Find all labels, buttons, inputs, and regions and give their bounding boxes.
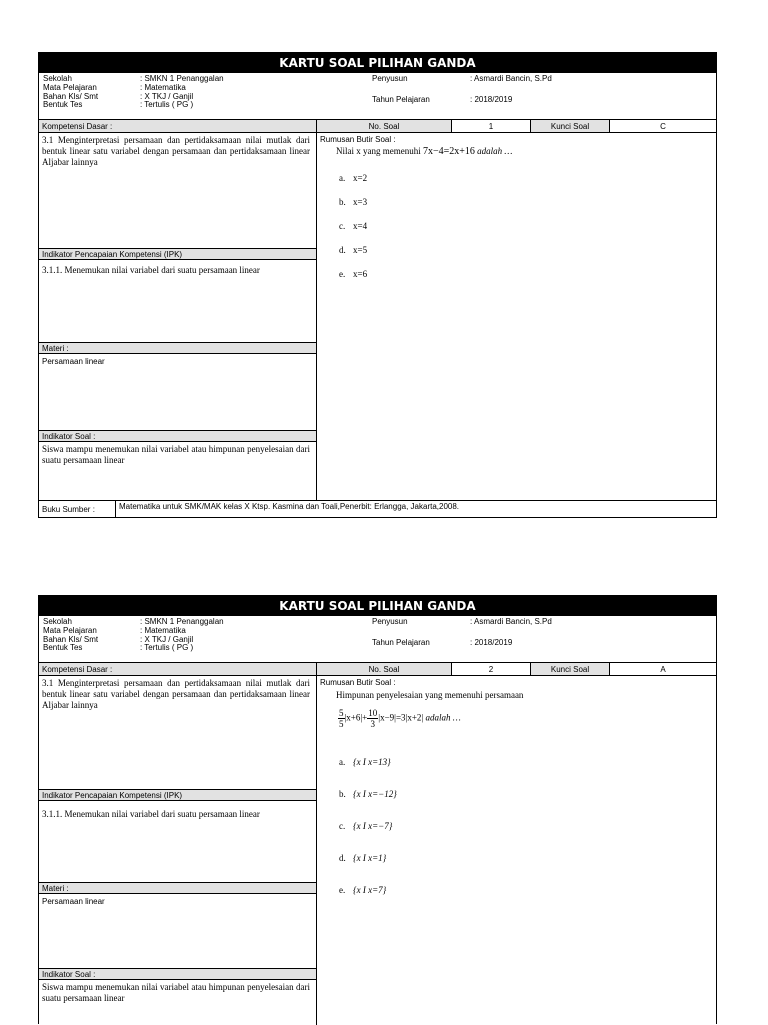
- mapel-value: : Matematika: [140, 626, 186, 635]
- option-c: c. x=4: [339, 221, 368, 231]
- option-c: c. {x I x=−7}: [339, 821, 393, 831]
- no-soal-label: No. Soal: [316, 663, 451, 676]
- sekolah-label: Sekolah: [43, 74, 72, 83]
- ipk-header: Indikator Pencapaian Kompetensi (IPK): [39, 789, 316, 801]
- kunci-value: C: [609, 120, 716, 133]
- kelas-value: : X TKJ / Ganjil: [140, 92, 194, 101]
- kd-header: Kompetensi Dasar :: [39, 120, 316, 133]
- tes-label: Bentuk Tes: [43, 643, 83, 652]
- option-d: d. {x I x=1}: [339, 853, 387, 863]
- buku-sumber: [39, 500, 716, 518]
- equation-part-1: |x+6|+: [344, 712, 368, 723]
- card-info: [39, 616, 716, 663]
- tahun-value: : 2018/2019: [470, 95, 513, 104]
- penyusun-value: : Asmardi Bancin, S.Pd: [470, 617, 552, 626]
- kelas-label: Bahan Kls/ Smt: [43, 635, 99, 644]
- tahun-label: Tahun Pelajaran: [372, 638, 430, 647]
- buku-text: Matematika untuk SMK/MAK kelas X Ktsp. Kasmina dan Toali,Penerbit: Erlangga, Jakarta,2008.: [119, 502, 460, 511]
- indikator-text: Siswa mampu menemukan nilai variabel atau himpunan penyelesaian dari suatu persamaan linear: [42, 444, 310, 465]
- ipk-header: Indikator Pencapaian Kompetensi (IPK): [39, 248, 316, 260]
- kunci-value: A: [609, 663, 716, 676]
- question-equation: [338, 708, 461, 729]
- tahun-value: : 2018/2019: [470, 638, 513, 647]
- penyusun-value: : Asmardi Bancin, S.Pd: [470, 74, 552, 83]
- indikator-text: Siswa mampu menemukan nilai variabel atau himpunan penyelesaian dari suatu persamaan linear: [42, 982, 310, 1003]
- card-title: KARTU SOAL PILIHAN GANDA: [39, 596, 716, 616]
- option-e: e. x=6: [339, 269, 368, 279]
- question-card-1: [38, 52, 717, 518]
- column-divider: [316, 663, 317, 1025]
- fraction-2: $\frac{10}{3}$: [368, 708, 378, 729]
- question-equation: 7x−4=2x+16: [422, 146, 475, 157]
- sekolah-value: : SMKN 1 Penanggalan: [140, 617, 224, 626]
- option-b: b. x=3: [339, 197, 368, 207]
- indikator-header: Indikator Soal :: [39, 430, 316, 442]
- question-text: [336, 146, 512, 157]
- rumusan-label: Rumusan Butir Soal :: [320, 135, 396, 144]
- fraction-1: $\frac{5}{5}$: [339, 708, 344, 729]
- question-card-2: [38, 595, 717, 1024]
- indikator-header: Indikator Soal :: [39, 968, 316, 980]
- tes-value: : Tertulis ( PG ): [140, 100, 194, 109]
- option-a: a. {x I x=13}: [339, 757, 391, 767]
- no-soal-value: 1: [451, 120, 530, 133]
- materi-header: Materi :: [39, 342, 316, 354]
- buku-label: Buku Sumber :: [42, 505, 95, 514]
- no-soal-value: 2: [451, 663, 530, 676]
- materi-text: Persamaan linear: [42, 897, 105, 906]
- question-suffix: adalah …: [425, 712, 461, 723]
- equation-part-2: |x−9|=3|x+2|: [378, 712, 424, 723]
- sekolah-value: : SMKN 1 Penanggalan: [140, 74, 224, 83]
- penyusun-label: Penyusun: [372, 74, 408, 83]
- ipk-text: 3.1.1. Menemukan nilai variabel dari suatu persamaan linear: [42, 809, 260, 819]
- kd-text: 3.1 Menginterpretasi persamaan dan pertidaksamaan nilai mutlak dari bentuk linear satu variabel dengan persamaan dan pertidaksamaan linear Aljabar lainnya: [42, 135, 310, 167]
- tahun-label: Tahun Pelajaran: [372, 95, 430, 104]
- card-body: [39, 663, 716, 1025]
- option-a: a. x=2: [339, 173, 368, 183]
- materi-text: Persamaan linear: [42, 357, 105, 366]
- sekolah-label: Sekolah: [43, 617, 72, 626]
- ipk-text: 3.1.1. Menemukan nilai variabel dari suatu persamaan linear: [42, 265, 260, 275]
- kelas-label: Bahan Kls/ Smt: [43, 92, 99, 101]
- materi-header: Materi :: [39, 882, 316, 894]
- option-d: d. x=5: [339, 245, 368, 255]
- kd-header: Kompetensi Dasar :: [39, 663, 316, 676]
- option-b: b. {x I x=−12}: [339, 789, 397, 799]
- kunci-label: Kunci Soal: [530, 663, 609, 676]
- mapel-label: Mata Pelajaran: [43, 626, 97, 635]
- kelas-value: : X TKJ / Ganjil: [140, 635, 194, 644]
- question-prefix: Nilai x yang memenuhi: [336, 146, 421, 156]
- rumusan-label: Rumusan Butir Soal :: [320, 678, 396, 687]
- no-soal-label: No. Soal: [316, 120, 451, 133]
- option-e: e. {x I x=7}: [339, 885, 387, 895]
- card-info: [39, 73, 716, 120]
- mapel-label: Mata Pelajaran: [43, 83, 97, 92]
- card-title: KARTU SOAL PILIHAN GANDA: [39, 53, 716, 73]
- mapel-value: : Matematika: [140, 83, 186, 92]
- card-body: [39, 120, 716, 500]
- penyusun-label: Penyusun: [372, 617, 408, 626]
- tes-value: : Tertulis ( PG ): [140, 643, 194, 652]
- tes-label: Bentuk Tes: [43, 100, 83, 109]
- kd-text: 3.1 Menginterpretasi persamaan dan pertidaksamaan nilai mutlak dari bentuk linear satu variabel dengan persamaan dan pertidaksamaan linear Aljabar lainnya: [42, 678, 310, 710]
- kunci-label: Kunci Soal: [530, 120, 609, 133]
- question-text: Himpunan penyelesaian yang memenuhi persamaan: [336, 690, 524, 700]
- column-divider: [316, 120, 317, 500]
- buku-divider: [115, 501, 116, 518]
- question-suffix: adalah …: [477, 146, 513, 156]
